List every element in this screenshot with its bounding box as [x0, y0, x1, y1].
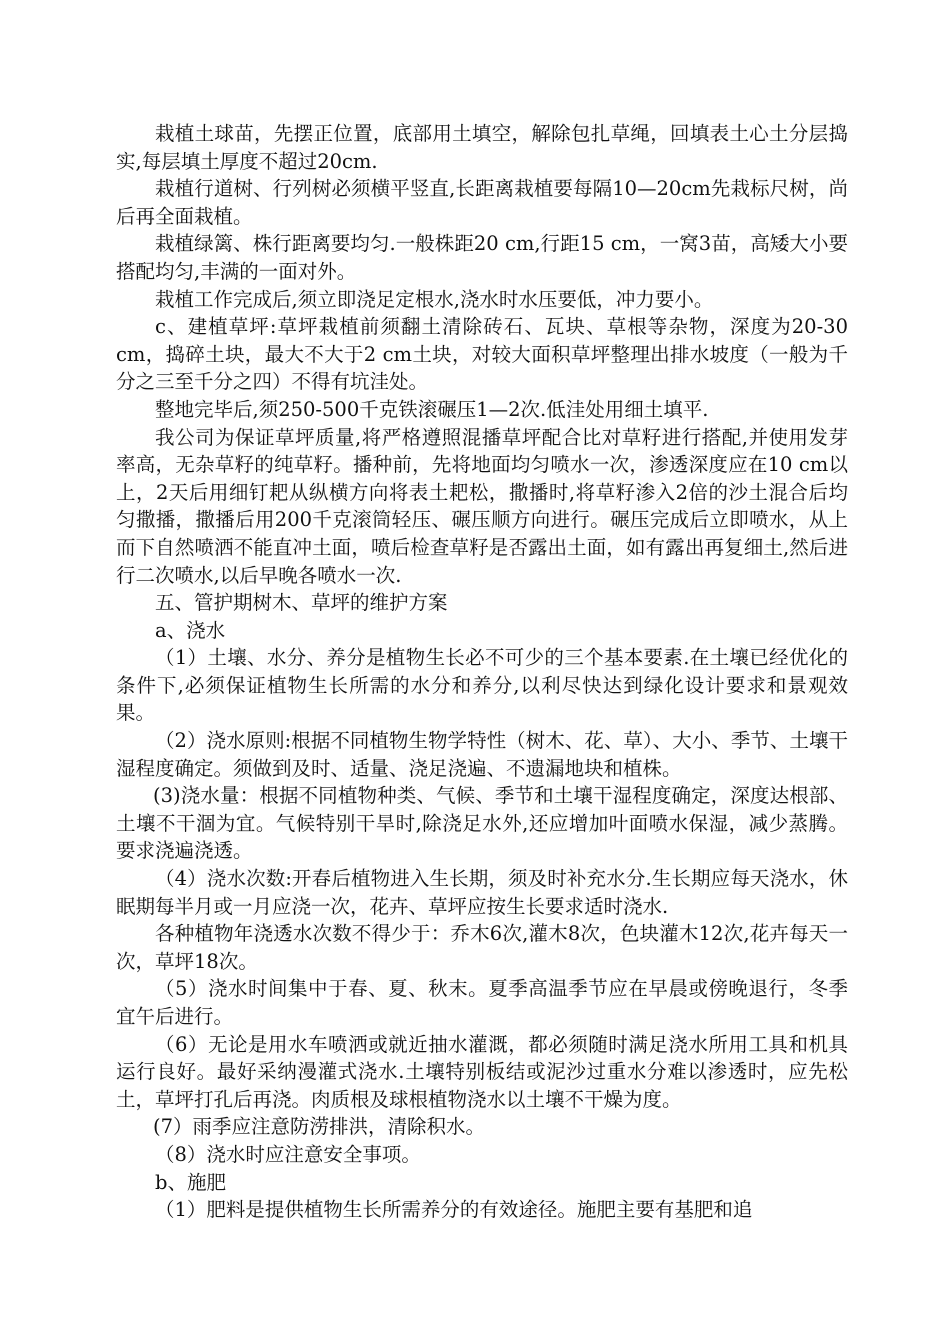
- paragraph-watering-7: (7）雨季应注意防涝排洪，清除积水。: [153, 1115, 486, 1139]
- paragraph-watering-6: （6）无论是用水车喷洒或就近抽水灌溉，都必须随时满足浇水所用工具和机具运行良好。最好采纳漫灌式浇水.土壤特别板结或泥沙过重水分难以渗透时，应先松土，草坪打孔后再浇。肉质根及球根植物浇水以土壤不干燥为度。: [116, 1032, 848, 1111]
- paragraph-watering-5: （5）浇水时间集中于春、夏、秋末。夏季高温季节应在早晨或傍晚退行，冬季宜午后进行。: [116, 977, 848, 1028]
- paragraph-seeding: 我公司为保证草坪质量,将严格遵照混播草坪配合比对草籽进行搭配,并使用发芽率高，无杂草籽的纯草籽。播种前，先将地面均匀喷水一次，渗透深度应在10 cm以上，2天后用细钉耙从纵横方向将表土耙松，撒播时,将草籽渗入2倍的沙土混合后均匀撒播，撒播后用200千克滚筒轻压、碾压顺方向进行。碾压完成后立即喷水，从上而下自然喷洒不能直冲土面，喷后检查草籽是否露出土面，如有露出再复细土,然后进行二次喷水,以后早晚各喷水一次.: [116, 425, 848, 587]
- subheading-fertilizing: b、施肥: [155, 1170, 226, 1194]
- paragraph-watering-frequency: 各种植物年浇透水次数不得少于：乔木6次,灌木8次，色块灌木12次,花卉每天一次，草坪18次。: [116, 922, 848, 973]
- paragraph-watering-3: (3)浇水量：根据不同植物种类、气候、季节和土壤干湿程度确定，深度达根部、土壤不干涸为宜。气候特别干旱时,除浇足水外,还应增加叶面喷水保湿，减少蒸腾。要求浇遍浇透。: [116, 784, 848, 863]
- section-heading-maintenance: 五、管护期树木、草坪的维护方案: [155, 591, 448, 615]
- paragraph-hedges: 栽植绿篱、株行距离要均匀.一般株距20 cm,行距15 cm，一窝3苗，高矮大小要搭配均匀,丰满的一面对外。: [116, 232, 848, 283]
- paragraph-watering-2: （2）浇水原则:根据不同植物生物学特性（树木、花、草）、大小、季节、土壤干湿程度确定。须做到及时、适量、浇足浇遍、不遗漏地块和植株。: [116, 729, 848, 780]
- paragraph-rolling: 整地完毕后,须250-500千克铁滚碾压1—2次.低洼处用细土填平.: [155, 397, 709, 421]
- subheading-watering: a、浇水: [155, 618, 226, 642]
- paragraph-planting-root-ball: 栽植土球苗，先摆正位置，底部用土填空，解除包扎草绳，回填表土心土分层捣实,每层填土厚度不超过20cm.: [116, 122, 848, 173]
- paragraph-watering-8: （8）浇水时应注意安全事项。: [155, 1142, 421, 1166]
- document-body: [116, 120, 848, 1224]
- paragraph-rooting-water: 栽植工作完成后,须立即浇足定根水,浇水时水压要低，冲力要小。: [155, 287, 714, 311]
- paragraph-lawn-preparation: c、建植草坪:草坪栽植前须翻土清除砖石、瓦块、草根等杂物，深度为20-30 cm，捣碎土块，最大不大于2 cm土块，对较大面积草坪整理出排水坡度（一般为千分之三至千分之四）不得有坑洼处。: [116, 315, 848, 394]
- paragraph-watering-4: （4）浇水次数:开春后植物进入生长期，须及时补充水分.生长期应每天浇水，休眠期每半月或一月应浇一次，花卉、草坪应按生长要求适时浇水.: [116, 867, 848, 918]
- paragraph-fertilizing-1: （1）肥料是提供植物生长所需养分的有效途径。施肥主要有基肥和追: [155, 1198, 753, 1222]
- paragraph-watering-1: （1）土壤、水分、养分是植物生长必不可少的三个基本要素.在土壤已经优化的条件下,必须保证植物生长所需的水分和养分,以利尽快达到绿化设计要求和景观效果。: [116, 646, 848, 725]
- paragraph-street-trees: 栽植行道树、行列树必须横平竖直,长距离栽植要每隔10—20cm先栽标尺树，尚后再全面栽植。: [116, 177, 848, 228]
